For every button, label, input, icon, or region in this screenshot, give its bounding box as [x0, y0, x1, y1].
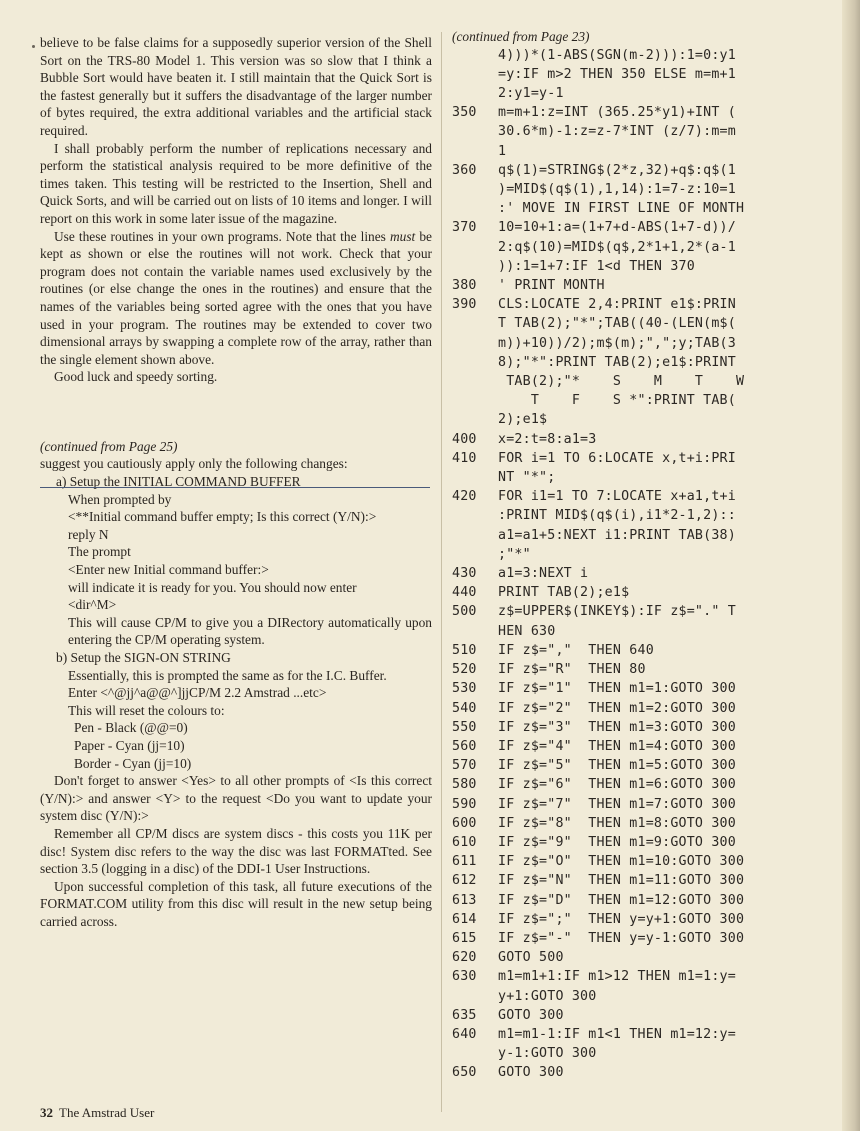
- line-code: z$=UPPER$(INKEY$):IF z$="." T: [498, 604, 736, 620]
- line-number: 520: [452, 662, 477, 678]
- page-edge-shadow: [842, 0, 860, 1131]
- step-line: Pen - Black (@@=0): [74, 720, 188, 736]
- line-code: 30.6*m)-1:z=z-7*INT (z/7):m=m: [498, 124, 736, 140]
- listing-line: [452, 1025, 842, 1044]
- line-number: [452, 622, 498, 641]
- line-number: [452, 84, 498, 103]
- listing-line: [452, 929, 842, 948]
- line-number: [452, 545, 498, 564]
- step-line: The prompt: [68, 544, 131, 560]
- line-code: 10=10+1:a=(1+7+d-ABS(1+7-d))/: [498, 220, 736, 236]
- line-code: :' MOVE IN FIRST LINE OF MONTH: [498, 201, 745, 217]
- listing-line: [452, 699, 842, 718]
- line-number: 350: [452, 105, 477, 121]
- line-code: IF z$="3" THEN m1=3:GOTO 300: [498, 719, 736, 735]
- line-code: =y:IF m>2 THEN 350 ELSE m=m+1: [498, 66, 736, 82]
- continued-heading: (continued from Page 23): [452, 29, 590, 44]
- line-code: IF z$="-" THEN y=y-1:GOTO 300: [498, 930, 745, 946]
- listing-line: [452, 391, 842, 410]
- listing-line: [452, 622, 842, 641]
- step-line: will indicate it is ready for you. You should now enter: [68, 579, 357, 595]
- step-line: Paper - Cyan (jj=10): [74, 737, 185, 753]
- listing-line: [452, 122, 842, 141]
- listing-line: [452, 891, 842, 910]
- line-number: [452, 353, 498, 372]
- line-code: T F S *":PRINT TAB(: [498, 393, 736, 409]
- line-number: [452, 506, 498, 525]
- line-number: 420: [452, 489, 477, 505]
- line-code: a1=3:NEXT i: [498, 566, 589, 582]
- line-number: [452, 142, 498, 161]
- line-number: 540: [452, 700, 477, 716]
- line-number: 620: [452, 950, 477, 966]
- line-code: m1=m1-1:IF m1<1 THEN m1=12:y=: [498, 1026, 736, 1042]
- line-code: FOR i1=1 TO 7:LOCATE x+a1,t+i: [498, 489, 736, 505]
- step-line: Border - Cyan (jj=10): [74, 755, 192, 771]
- line-number: 400: [452, 431, 477, 447]
- paragraph-text: be kept as shown or else the routines will not work. Check that your program does not contain the variable names used exclusively by the routines (or else change the ones in the routines) and ensure that the names of the variables being sorted agree with the ones that you have used in your program. The routines may be extended to cover two dimensional arrays by swapping a complete row of the array, rather than the single element shown above.: [40, 228, 432, 367]
- step-line: <dir^M>: [68, 597, 117, 613]
- line-number: 611: [452, 854, 477, 870]
- listing-line: [452, 506, 842, 525]
- line-code: GOTO 300: [498, 1007, 564, 1023]
- line-code: :PRINT MID$(q$(i),i1*2-1,2)::: [498, 508, 736, 524]
- line-code: T TAB(2);"*";TAB((40-(LEN(m$(: [498, 316, 736, 332]
- line-number: 615: [452, 930, 477, 946]
- paragraph-text: Use these routines in your own programs. Note that the lines: [54, 228, 390, 244]
- line-code: IF z$="O" THEN m1=10:GOTO 300: [498, 854, 745, 870]
- line-number: 380: [452, 278, 477, 294]
- step-line: This will reset the colours to:: [68, 702, 225, 718]
- line-number: 430: [452, 566, 477, 582]
- line-number: [452, 391, 498, 410]
- line-code: 2:q$(10)=MID$(q$,2*1+1,2*(a-1: [498, 239, 736, 255]
- listing-line: [452, 526, 842, 545]
- step-line: <Enter new Initial command buffer:>: [68, 562, 269, 578]
- line-number: 614: [452, 911, 477, 927]
- listing-line: [452, 602, 842, 621]
- step-heading: a) Setup the INITIAL COMMAND BUFFER: [56, 474, 301, 490]
- line-code: IF z$="D" THEN m1=12:GOTO 300: [498, 892, 745, 908]
- continued-heading: (continued from Page 25): [40, 438, 178, 454]
- line-number: 630: [452, 969, 477, 985]
- line-code: a1=a1+5:NEXT i1:PRINT TAB(38): [498, 527, 736, 543]
- line-number: 440: [452, 585, 477, 601]
- line-number: [452, 1044, 498, 1063]
- line-code: FOR i=1 TO 6:LOCATE x,t+i:PRI: [498, 450, 736, 466]
- spacer: [40, 386, 432, 438]
- line-code: y-1:GOTO 300: [498, 1046, 597, 1062]
- listing-line: [452, 545, 842, 564]
- line-code: m1=m1+1:IF m1>12 THEN m1=1:y=: [498, 969, 736, 985]
- line-code: PRINT TAB(2);e1$: [498, 585, 630, 601]
- line-number: 530: [452, 681, 477, 697]
- listing-line: [452, 583, 842, 602]
- line-number: 560: [452, 738, 477, 754]
- listing-line: [452, 372, 842, 391]
- step-line: Essentially, this is prompted the same as for the I.C. Buffer.: [68, 667, 387, 683]
- listing-line: [452, 833, 842, 852]
- line-number: [452, 65, 498, 84]
- line-number: [452, 526, 498, 545]
- line-code: q$(1)=STRING$(2*z,32)+q$:q$(1: [498, 162, 736, 178]
- line-number: 600: [452, 815, 477, 831]
- line-number: 390: [452, 297, 477, 313]
- paragraph: Upon successful completion of this task, all future executions of the FORMAT.COM utility from this disc will result in the new setup being carried across.: [40, 878, 432, 929]
- listing-line: [452, 353, 842, 372]
- line-code: IF z$="8" THEN m1=8:GOTO 300: [498, 815, 736, 831]
- line-number: [452, 180, 498, 199]
- listing-line: [452, 334, 842, 353]
- line-number: [452, 372, 498, 391]
- listing-line: [452, 410, 842, 429]
- line-number: 500: [452, 604, 477, 620]
- line-number: 570: [452, 758, 477, 774]
- line-code: 2:y1=y-1: [498, 86, 564, 101]
- listing-line: [452, 276, 842, 295]
- listing-line: [452, 871, 842, 890]
- line-code: ;"*": [498, 546, 531, 562]
- line-code: IF z$="," THEN 640: [498, 642, 654, 658]
- paragraph: suggest you cautiously apply only the following changes:: [40, 456, 348, 472]
- line-code: IF z$="4" THEN m1=4:GOTO 300: [498, 738, 736, 754]
- line-code: 1: [498, 143, 507, 159]
- paragraph: I shall probably perform the number of replications necessary and perform the statistical analysis required to be more definitive of the times taken. This testing will be restricted to the Insertion, Shell and Quick Sorts, and will be carried out on lists of 10 items and longer. I will report on this work in some later issue of the magazine.: [40, 140, 432, 226]
- line-number: [452, 334, 498, 353]
- listing-line: [452, 795, 842, 814]
- step-line: This will cause CP/M to give you a DIRectory automatically upon entering the CP/M operating system.: [68, 614, 432, 648]
- line-code: IF z$="9" THEN m1=9:GOTO 300: [498, 834, 736, 850]
- section-divider-rule: [40, 487, 430, 488]
- listing-line: [452, 103, 842, 122]
- line-code: GOTO 500: [498, 950, 564, 966]
- line-number: 640: [452, 1026, 477, 1042]
- step-line: reply N: [68, 526, 109, 542]
- line-code: x=2:t=8:a1=3: [498, 431, 597, 447]
- line-code: TAB(2);"* S M T W: [498, 374, 745, 390]
- line-number: [452, 987, 498, 1006]
- line-number: 370: [452, 220, 477, 236]
- paragraph: believe to be false claims for a supposedly superior version of the Shell Sort on the TRS-80 Model 1. This version was so slow that I think a Bubble Sort would have beaten it. I still maintain that the Quick Sort is the fastest generally but it suffers the disadvantage of the larger number of bytes required, the extra additional variables and the artificial stack required.: [40, 35, 432, 138]
- line-code: 4)))*(1-ABS(SGN(m-2))):1=0:y1: [498, 47, 736, 63]
- listing-line: [452, 967, 842, 986]
- listing-line: [452, 142, 842, 161]
- page-number: 32: [40, 1105, 53, 1120]
- right-column: [452, 28, 842, 1083]
- line-code: CLS:LOCATE 2,4:PRINT e1$:PRIN: [498, 297, 736, 313]
- listing-line: [452, 660, 842, 679]
- line-number: 650: [452, 1065, 477, 1081]
- line-code: IF z$="1" THEN m1=1:GOTO 300: [498, 681, 736, 697]
- listing-line: [452, 756, 842, 775]
- line-number: [452, 122, 498, 141]
- page-footer: [40, 1105, 154, 1121]
- listing-line: [452, 1044, 842, 1063]
- line-code: IF z$="N" THEN m1=11:GOTO 300: [498, 873, 745, 889]
- listing-line: [452, 1063, 842, 1082]
- line-number: 613: [452, 892, 477, 908]
- line-code: NT "*";: [498, 470, 556, 486]
- line-number: 410: [452, 450, 477, 466]
- line-code: 2);e1$: [498, 412, 548, 428]
- line-code: IF z$=";" THEN y=y+1:GOTO 300: [498, 911, 745, 927]
- paragraph: Don't forget to answer <Yes> to all other prompts of <Is this correct (Y/N):> and answer <Y> to the request <Do you want to update your system disc (Y/N):>: [40, 773, 432, 824]
- listing-line: [452, 910, 842, 929]
- line-number: 510: [452, 642, 477, 658]
- line-code: m=m+1:z=INT (365.25*y1)+INT (: [498, 105, 736, 121]
- line-code: 8);"*":PRINT TAB(2);e1$:PRINT: [498, 354, 736, 370]
- line-number: [452, 468, 498, 487]
- line-number: 360: [452, 162, 477, 178]
- line-number: 590: [452, 796, 477, 812]
- line-code: IF z$="2" THEN m1=2:GOTO 300: [498, 700, 736, 716]
- margin-dot: [32, 45, 35, 48]
- listing-line: [452, 948, 842, 967]
- listing-line: [452, 641, 842, 660]
- listing-line: [452, 257, 842, 276]
- listing-line: [452, 65, 842, 84]
- paragraph: Good luck and speedy sorting.: [54, 369, 218, 385]
- line-number: 635: [452, 1007, 477, 1023]
- line-number: 612: [452, 873, 477, 889]
- basic-listing: [452, 46, 842, 1083]
- line-code: GOTO 300: [498, 1065, 564, 1081]
- listing-line: [452, 430, 842, 449]
- listing-line: [452, 679, 842, 698]
- line-number: 610: [452, 834, 477, 850]
- listing-line: [452, 814, 842, 833]
- listing-line: [452, 199, 842, 218]
- listing-line: [452, 238, 842, 257]
- line-number: [452, 410, 498, 429]
- line-code: IF z$="R" THEN 80: [498, 662, 646, 678]
- line-code: )):1=1+7:IF 1<d THEN 370: [498, 258, 695, 274]
- line-number: [452, 257, 498, 276]
- listing-line: [452, 180, 842, 199]
- listing-line: [452, 737, 842, 756]
- line-code: ' PRINT MONTH: [498, 278, 605, 294]
- listing-line: [452, 84, 842, 103]
- line-number: 550: [452, 719, 477, 735]
- listing-line: [452, 775, 842, 794]
- line-code: HEN 630: [498, 623, 556, 639]
- listing-line: [452, 468, 842, 487]
- line-code: m))+10))/2);m$(m);",";y;TAB(3: [498, 335, 736, 351]
- line-code: IF z$="6" THEN m1=6:GOTO 300: [498, 777, 736, 793]
- listing-line: [452, 218, 842, 237]
- left-column: [40, 34, 432, 931]
- line-number: [452, 314, 498, 333]
- listing-line: [452, 564, 842, 583]
- paragraph: [40, 228, 432, 369]
- emphasis: must: [389, 228, 416, 244]
- line-code: y+1:GOTO 300: [498, 988, 597, 1004]
- paragraph: Remember all CP/M discs are system discs - this costs you 11K per disc! System disc refers to the way the disc was last FORMATted. See section 3.5 (logging in a disc) of the DDI-1 User Instructions.: [40, 825, 432, 877]
- listing-line: [452, 852, 842, 871]
- listing-line: [452, 987, 842, 1006]
- listing-line: [452, 295, 842, 314]
- step-line: Enter <^@jj^a@@^]jjCP/M 2.2 Amstrad ...etc>: [68, 685, 327, 701]
- line-number: [452, 199, 498, 218]
- listing-line: [452, 449, 842, 468]
- step-heading: b) Setup the SIGN-ON STRING: [56, 650, 231, 665]
- step-line: When prompted by: [68, 491, 172, 507]
- listing-line: [452, 46, 842, 65]
- column-divider: [441, 32, 442, 1112]
- line-number: [452, 46, 498, 65]
- step-line: <**Initial command buffer empty; Is this correct (Y/N):>: [68, 509, 377, 525]
- listing-line: [452, 1006, 842, 1025]
- listing-line: [452, 314, 842, 333]
- line-code: IF z$="5" THEN m1=5:GOTO 300: [498, 758, 736, 774]
- line-number: [452, 238, 498, 257]
- listing-line: [452, 718, 842, 737]
- listing-line: [452, 161, 842, 180]
- line-number: 580: [452, 777, 477, 793]
- line-code: )=MID$(q$(1),1,14):1=7-z:10=1: [498, 182, 736, 198]
- listing-line: [452, 487, 842, 506]
- line-code: IF z$="7" THEN m1=7:GOTO 300: [498, 796, 736, 812]
- publication-name: The Amstrad User: [59, 1105, 155, 1120]
